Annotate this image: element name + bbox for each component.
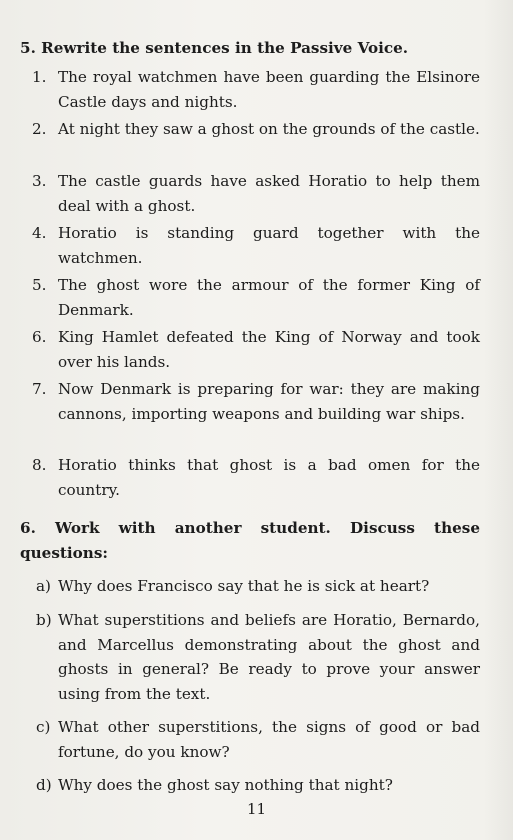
item-text: Horatio is standing guard together with the watchmen. (58, 224, 480, 267)
list-item (20, 221, 480, 270)
list-item (20, 273, 480, 322)
item-text: What superstitions and beliefs are Horatio, Bernardo, and Marcellus demonstrating about the ghost and ghosts in general? Be ready to prove your answer using from the text. (58, 611, 480, 703)
item-number: 1. (32, 68, 47, 86)
item-text: What other superstitions, the signs of good or bad fortune, do you know? (58, 718, 480, 761)
item-text: The castle guards have asked Horatio to help them deal with a ghost. (58, 172, 480, 215)
item-text: Now Denmark is preparing for war: they are making cannons, importing weapons and building war ships. (58, 380, 480, 423)
item-text: Why does the ghost say nothing that night? (58, 776, 393, 794)
list-item (20, 377, 480, 450)
item-letter: b) (36, 611, 52, 629)
list-item (20, 325, 480, 374)
list-item (20, 169, 480, 218)
list-item (20, 453, 480, 502)
item-text: Horatio thinks that ghost is a bad omen for the country. (58, 456, 480, 499)
item-number: 7. (32, 380, 47, 398)
item-letter: d) (36, 776, 52, 794)
item-letter: a) (36, 577, 51, 595)
exercise-6-heading: 6. Work with another student. Discuss these questions: (20, 519, 480, 562)
page-edge-shadow (483, 0, 513, 840)
item-text: Why does Francisco say that he is sick at heart? (58, 577, 430, 595)
item-number: 3. (32, 172, 47, 190)
exercise-6-list (20, 574, 480, 798)
item-number: 5. (32, 276, 47, 294)
item-number: 4. (32, 224, 47, 242)
list-item (20, 65, 480, 114)
item-text: King Hamlet defeated the King of Norway and took over his lands. (58, 328, 480, 371)
item-number: 8. (32, 456, 47, 474)
exercise-5 (20, 36, 480, 502)
item-letter: c) (36, 718, 51, 736)
item-number: 6. (32, 328, 47, 346)
exercise-6 (20, 516, 480, 798)
item-text: At night they saw a ghost on the grounds of the castle. (58, 120, 480, 138)
list-item (20, 117, 480, 166)
item-text: The ghost wore the armour of the former King of Denmark. (58, 276, 480, 319)
list-item (20, 608, 480, 706)
list-item (20, 574, 480, 599)
page-number: 11 (246, 800, 267, 818)
item-number: 2. (32, 120, 47, 138)
exercise-5-list (20, 65, 480, 502)
list-item (20, 773, 480, 798)
exercise-5-heading: 5. Rewrite the sentences in the Passive Voice. (20, 39, 409, 57)
list-item (20, 715, 480, 764)
item-text: The royal watchmen have been guarding the Elsinore Castle days and nights. (58, 68, 480, 111)
